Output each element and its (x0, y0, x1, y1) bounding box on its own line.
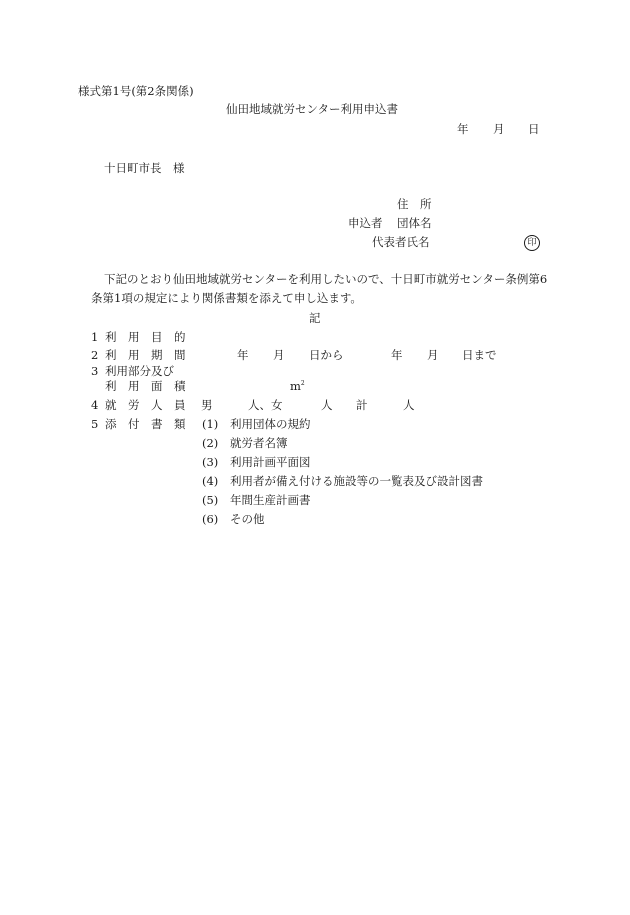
applicant-label: 申込者 (348, 216, 383, 230)
item-5-label: 添 付 書 類 (105, 417, 186, 431)
item-4-people: 人 (321, 398, 333, 412)
form-number: 様式第1号(第2条関係) (78, 84, 194, 98)
item-3-unit: $m^2$ (290, 379, 305, 393)
representative-label: 代表者氏名 (372, 235, 430, 249)
item-1-number: 1 (91, 330, 99, 344)
date-month-label: 月 (493, 122, 505, 136)
attachment-3-number: (3) (202, 455, 219, 469)
attachment-6-number: (6) (202, 512, 219, 526)
item-4-label: 就 労 人 員 (105, 398, 186, 412)
item-4-people-2: 人 (403, 398, 415, 412)
attachment-5-number: (5) (202, 493, 219, 507)
item-2-month-2: 月 (427, 348, 439, 362)
item-4-total: 計 (356, 398, 368, 412)
item-2-year-2: 年 (391, 348, 403, 362)
attachment-2-text: 就労者名簿 (230, 436, 288, 450)
attachment-5-text: 年間生産計画書 (230, 493, 311, 507)
ki-marker: 記 (309, 311, 321, 325)
attachment-4-text: 利用者が備え付ける施設等の一覧表及び設計図書 (230, 474, 483, 488)
item-4-male: 男 (201, 398, 213, 412)
body-text-line-1: 下記のとおり仙田地域就労センターを利用したいので、十日町市就労センター条例第6 (104, 272, 548, 286)
item-5-number: 5 (91, 417, 99, 431)
item-2-day-from: 日から (309, 348, 344, 362)
item-1-label: 利 用 目 的 (105, 330, 186, 344)
item-3-label-b: 利 用 面 積 (105, 379, 186, 393)
date-day-label: 日 (528, 122, 540, 136)
attachment-2-number: (2) (202, 436, 219, 450)
body-text-line-2: 条第1項の規定により関係書類を添えて申し込ます。 (91, 291, 362, 305)
item-3-label-a: 利用部分及び (105, 364, 174, 378)
attachment-6-text: その他 (230, 512, 265, 526)
attachment-3-text: 利用計画平面図 (230, 455, 311, 469)
seal-mark: 印 (524, 235, 540, 251)
item-2-day-to: 日まで (462, 348, 497, 362)
item-2-number: 2 (91, 348, 99, 362)
date-year-label: 年 (457, 122, 469, 136)
attachment-4-number: (4) (202, 474, 219, 488)
item-2-year-1: 年 (237, 348, 249, 362)
attachment-1-text: 利用団体の規約 (230, 417, 311, 431)
attachment-1-number: (1) (202, 417, 219, 431)
item-4-female: 人、女 (248, 398, 283, 412)
item-4-number: 4 (91, 398, 99, 412)
organization-label: 団体名 (397, 216, 432, 230)
document-title: 仙田地域就労センター利用申込書 (226, 102, 399, 116)
addressee: 十日町市長 様 (104, 161, 185, 175)
address-label: 住 所 (397, 197, 432, 211)
item-2-label: 利 用 期 間 (105, 348, 186, 362)
item-2-month-1: 月 (273, 348, 285, 362)
item-3-number: 3 (91, 364, 99, 378)
